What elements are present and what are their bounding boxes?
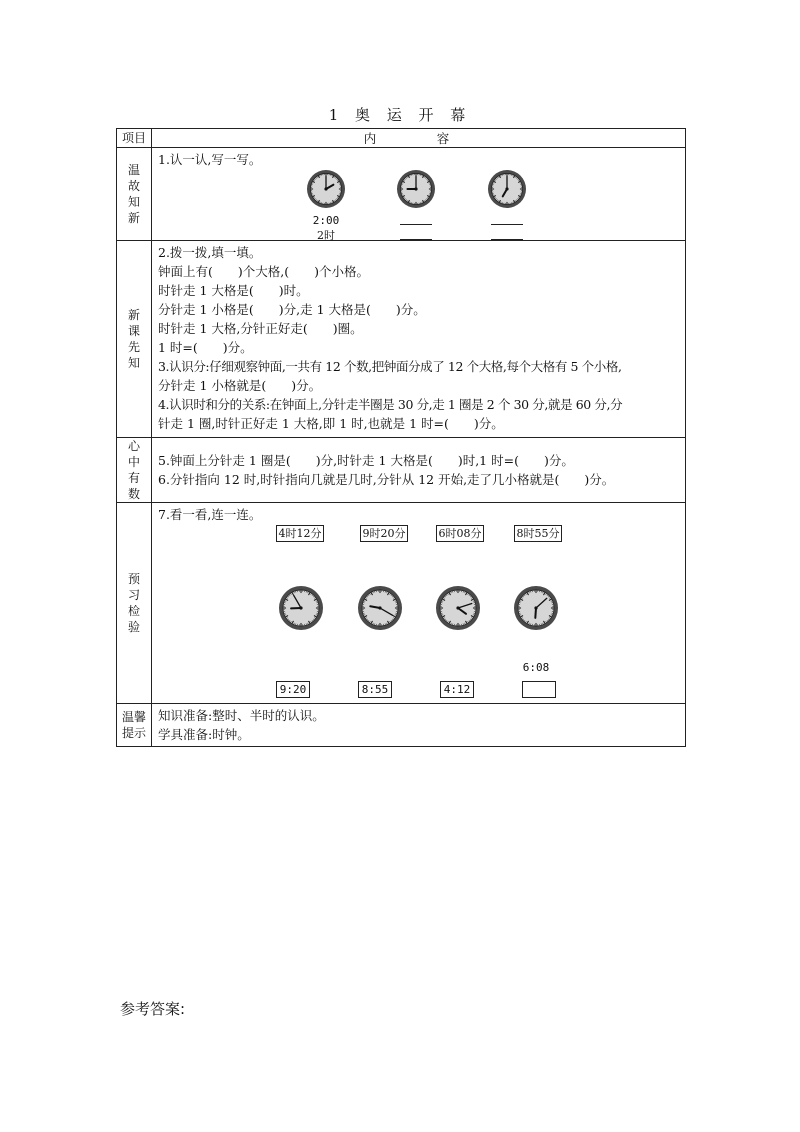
page-title: 1 奥 运 开 幕	[328, 106, 472, 124]
clock-reading: 2时	[317, 229, 335, 242]
row-label: 温馨提示	[117, 704, 152, 747]
row-label: 新课先知	[117, 241, 152, 438]
digital-time-box: 9:20	[276, 681, 310, 698]
row-practice	[117, 503, 686, 704]
row-label: 温故知新	[117, 148, 152, 241]
tip-text: 学具准备:时钟。	[158, 727, 250, 742]
question-text: 分针走 1 小格是( )分,走 1 大格是( )分。	[158, 302, 426, 317]
worksheet-table	[116, 128, 686, 747]
question-text: 1.认一认,写一写。	[158, 152, 262, 167]
row-label: 预习检验	[117, 503, 152, 704]
question-text: 2.拨一拨,填一填。	[158, 245, 262, 260]
question-text: 钟面上有( )个大格,( )个小格。	[158, 264, 369, 279]
table-header-row	[117, 129, 686, 148]
time-label-box: 9时20分	[360, 525, 408, 542]
header-item: 项目	[117, 129, 152, 148]
answer-blank	[400, 223, 432, 225]
digital-time-box: 4:12	[440, 681, 474, 698]
clock-reading: 2:00	[312, 214, 340, 227]
row-preview	[117, 241, 686, 438]
row-tips	[117, 704, 686, 747]
row-content	[152, 503, 686, 704]
row-label: 心中有数	[117, 438, 152, 503]
question-text: 7.看一看,连一连。	[158, 507, 262, 522]
answer-blank	[491, 238, 523, 240]
analog-clock-icon	[435, 585, 481, 631]
header-content: 内 容	[152, 129, 686, 148]
row-content	[152, 148, 686, 241]
analog-clock-icon	[487, 169, 527, 209]
answer-blank	[491, 223, 523, 225]
question-text: 5.钟面上分针走 1 圈是( )分,时针走 1 大格是( )时,1 时=( )分。	[158, 453, 574, 468]
digital-time-box	[522, 681, 556, 698]
question-text: 时针走 1 大格是( )时。	[158, 283, 309, 298]
question-text: 4.认识时和分的关系:在钟面上,分针走半圈是 30 分,走 1 圈是 2 个 30 分,就是 60 分,分	[158, 397, 623, 412]
question-text: 分针走 1 小格就是( )分。	[158, 378, 322, 393]
digital-time-box: 8:55	[358, 681, 392, 698]
row-check	[117, 438, 686, 503]
answer-blank	[400, 238, 432, 240]
time-label-box: 6时08分	[436, 525, 484, 542]
row-content	[152, 704, 686, 747]
tip-text: 知识准备:整时、半时的认识。	[158, 708, 325, 723]
question-text: 时针走 1 大格,分针正好走( )圈。	[158, 321, 363, 336]
analog-clock-icon	[278, 585, 324, 631]
answers-heading: 参考答案:	[120, 1000, 186, 1018]
analog-clock-icon	[396, 169, 436, 209]
question-text: 针走 1 圈,时针正好走 1 大格,即 1 时,也就是 1 时=( )分。	[158, 416, 504, 431]
question-text: 3.认识分:仔细观察钟面,一共有 12 个数,把钟面分成了 12 个大格,每个大格有 5 个小格,	[158, 359, 622, 374]
time-label-box: 4时12分	[276, 525, 324, 542]
row-content	[152, 241, 686, 438]
time-label-box: 8时55分	[514, 525, 562, 542]
question-text: 1 时=( )分。	[158, 340, 253, 355]
analog-clock-icon	[513, 585, 559, 631]
analog-clock-icon	[306, 169, 346, 209]
analog-clock-icon	[357, 585, 403, 631]
clock-reading: 6:08	[522, 661, 550, 674]
row-review	[117, 148, 686, 241]
question-text: 6.分针指向 12 时,时针指向几就是几时,分针从 12 开始,走了几小格就是( )分。	[158, 472, 615, 487]
row-content	[152, 438, 686, 503]
